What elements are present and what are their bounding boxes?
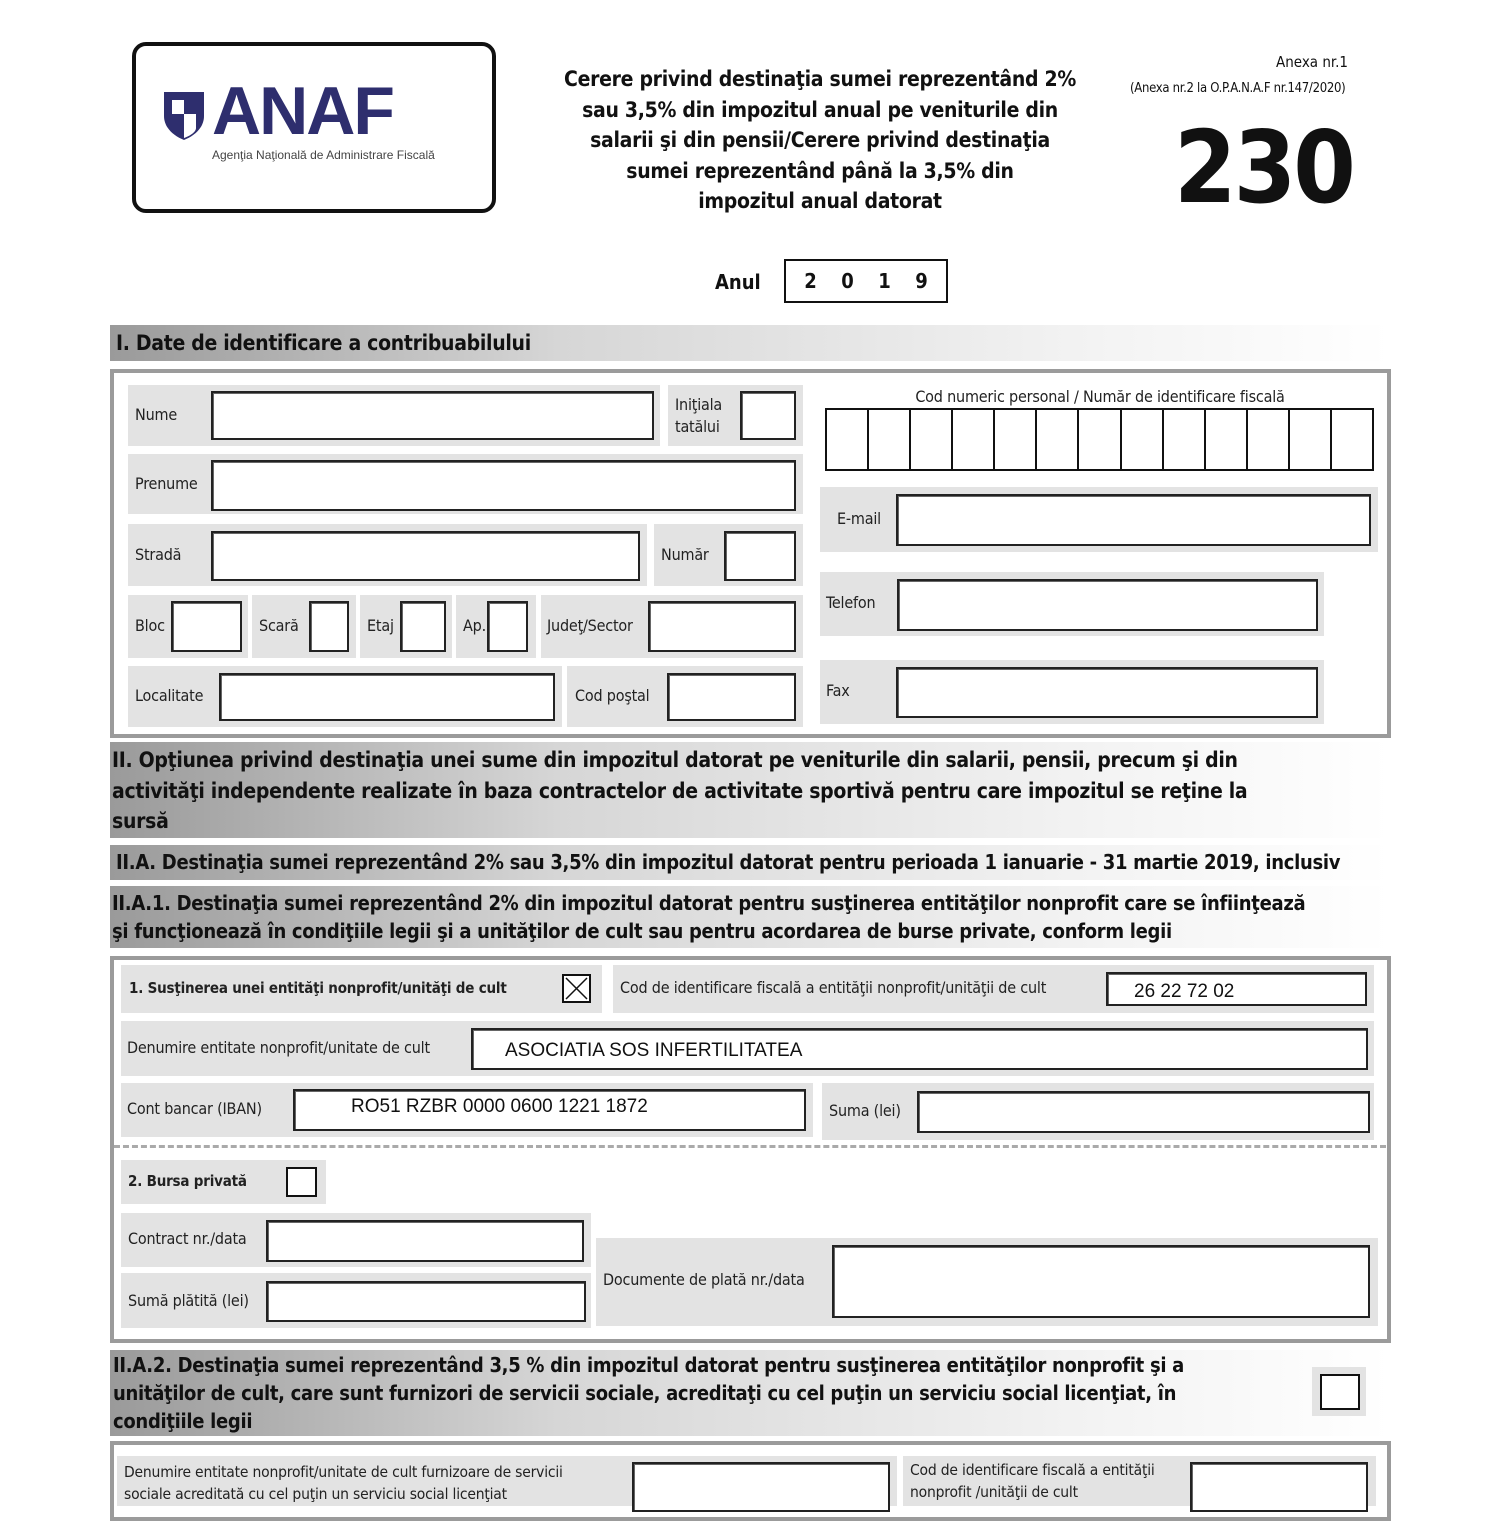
bursa-label: 2. Bursa privată — [128, 1172, 247, 1190]
strada-input[interactable] — [211, 531, 640, 581]
suma-platita-label: Sumă plătită (lei) — [128, 1291, 249, 1310]
year-digit: 1 — [878, 269, 891, 293]
documente-label: Documente de plată nr./data — [603, 1270, 805, 1289]
judet-label: Judeţ/Sector — [547, 616, 633, 635]
scara-input[interactable] — [309, 601, 349, 652]
a2-denumire-input[interactable] — [632, 1462, 890, 1512]
email-input[interactable] — [896, 494, 1371, 546]
contract-label: Contract nr./data — [128, 1229, 247, 1248]
cod-postal-input[interactable] — [667, 673, 796, 721]
localitate-input[interactable] — [219, 673, 555, 721]
scara-label: Scară — [259, 616, 299, 635]
title-line: salarii şi din pensii/Cerere privind destinaţia — [590, 128, 1050, 152]
fax-label: Fax — [826, 681, 850, 700]
cnp-grid[interactable] — [825, 408, 1374, 471]
cnp-label: Cod numeric personal / Număr de identificare fiscală — [915, 387, 1285, 406]
initiala-input[interactable] — [740, 391, 796, 440]
numar-input[interactable] — [724, 531, 796, 581]
nume-input[interactable] — [211, 391, 654, 440]
section-2a-header: II.A. Destinaţia sumei reprezentând 2% sau 3,5% din impozitul datorat pentru perioada 1 ianuarie - 31 martie 2019, inclusiv — [110, 845, 1390, 880]
denumire-input[interactable]: ASOCIATIA SOS INFERTILITATEA — [471, 1028, 1368, 1070]
a2-cif-label: Cod de identificare fiscală a entităţii nonprofit /unităţii de cult — [910, 1461, 1155, 1501]
x-mark-icon — [564, 976, 589, 1001]
anaf-logo — [132, 42, 496, 213]
suma-platita-input[interactable] — [266, 1281, 586, 1322]
strada-label: Stradă — [135, 545, 182, 564]
annex-label: Anexa nr.1 — [1276, 53, 1348, 71]
sustinere-label: 1. Susţinerea unei entităţi nonprofit/unităţi de cult — [129, 979, 507, 997]
title-line: Cerere privind destinaţia sumei reprezentând 2% — [564, 67, 1076, 91]
bloc-input[interactable] — [171, 601, 242, 652]
telefon-input[interactable] — [897, 579, 1318, 631]
telefon-label: Telefon — [826, 593, 876, 612]
form-number: 230 — [1174, 109, 1353, 226]
shield-icon — [162, 90, 206, 142]
logo-text: ANAF — [212, 73, 393, 149]
section-1-header: I. Date de identificare a contribuabilului — [110, 325, 1390, 361]
cif-input[interactable]: 26 22 72 02 — [1106, 972, 1367, 1006]
section-2-header: II. Opţiunea privind destinaţia unei sume din impozitul datorat pe veniturile din salarii, pensii, precum şi din activităţi independente realizate în baza contractelor de activitate sportivă pentru care impozitul se reţine la sursă — [110, 742, 1390, 838]
sustinere-checkbox[interactable] — [562, 974, 591, 1003]
judet-input[interactable] — [648, 601, 796, 652]
prenume-label: Prenume — [135, 474, 198, 493]
documente-input[interactable] — [832, 1245, 1370, 1318]
section-2a1-header: II.A.1. Destinaţia sumei reprezentând 2% din impozitul datorat pentru susţinerea entităţilor nonprofit care se înfiinţează şi funcţionează în condiţiile legii şi a unităţilor de cult sau pentru acordarea de burse private, conform legii — [110, 886, 1390, 948]
fax-input[interactable] — [896, 667, 1318, 718]
etaj-input[interactable] — [400, 601, 446, 652]
year-label: Anul — [715, 270, 761, 294]
a2-denumire-label: Denumire entitate nonprofit/unitate de cult furnizoare de servicii sociale acreditată cu cel puţin un serviciu social licenţiat — [124, 1463, 563, 1503]
iban-label: Cont bancar (IBAN) — [127, 1099, 262, 1118]
year-field[interactable] — [784, 259, 948, 303]
bloc-label: Bloc — [135, 616, 165, 635]
year-digit: 9 — [915, 269, 928, 293]
initiala-label: Iniţiala tatălui — [675, 395, 723, 436]
numar-label: Număr — [661, 545, 709, 564]
annex-reference: (Anexa nr.2 la O.P.A.N.A.F nr.147/2020) — [1130, 81, 1346, 96]
suma-label: Suma (lei) — [829, 1101, 901, 1120]
form-title — [530, 64, 1110, 217]
title-line: sau 3,5% din impozitul anual pe veniturile din — [582, 97, 1058, 122]
year-digit: 2 — [804, 269, 817, 293]
etaj-label: Etaj — [367, 616, 394, 635]
year-digit: 0 — [841, 269, 854, 293]
dashed-divider — [114, 1145, 1386, 1148]
prenume-input[interactable] — [211, 460, 796, 511]
bursa-checkbox[interactable] — [286, 1167, 317, 1197]
suma-input[interactable] — [917, 1091, 1370, 1133]
a2-checkbox[interactable] — [1320, 1374, 1360, 1410]
contract-input[interactable] — [266, 1220, 584, 1262]
cod-postal-label: Cod poştal — [575, 686, 650, 705]
nume-label: Nume — [135, 405, 177, 424]
email-label: E-mail — [837, 509, 881, 528]
logo-subtitle: Agenţia Naţională de Administrare Fiscală — [212, 148, 435, 162]
iban-input[interactable]: RO51 RZBR 0000 0600 1221 1872 — [293, 1089, 806, 1131]
ap-input[interactable] — [487, 601, 528, 652]
localitate-label: Localitate — [135, 686, 204, 705]
title-line: sumei reprezentând până la 3,5% din — [626, 158, 1014, 183]
title-line: impozitul anual datorat — [698, 189, 942, 213]
a2-cif-input[interactable] — [1190, 1462, 1368, 1512]
section-2a2-header: II.A.2. Destinaţia sumei reprezentând 3,5 % din impozitul datorat pentru susţinerea entităţilor nonprofit şi a unităţilor de cult, care sunt furnizori de servicii sociale, acreditaţi cu cel puţin un serviciu social licenţiat, în condiţiile legii — [110, 1350, 1390, 1436]
cif-label: Cod de identificare fiscală a entităţii nonprofit/unităţii de cult — [620, 978, 1047, 997]
ap-label: Ap. — [463, 616, 486, 635]
denumire-label: Denumire entitate nonprofit/unitate de cult — [127, 1038, 430, 1057]
